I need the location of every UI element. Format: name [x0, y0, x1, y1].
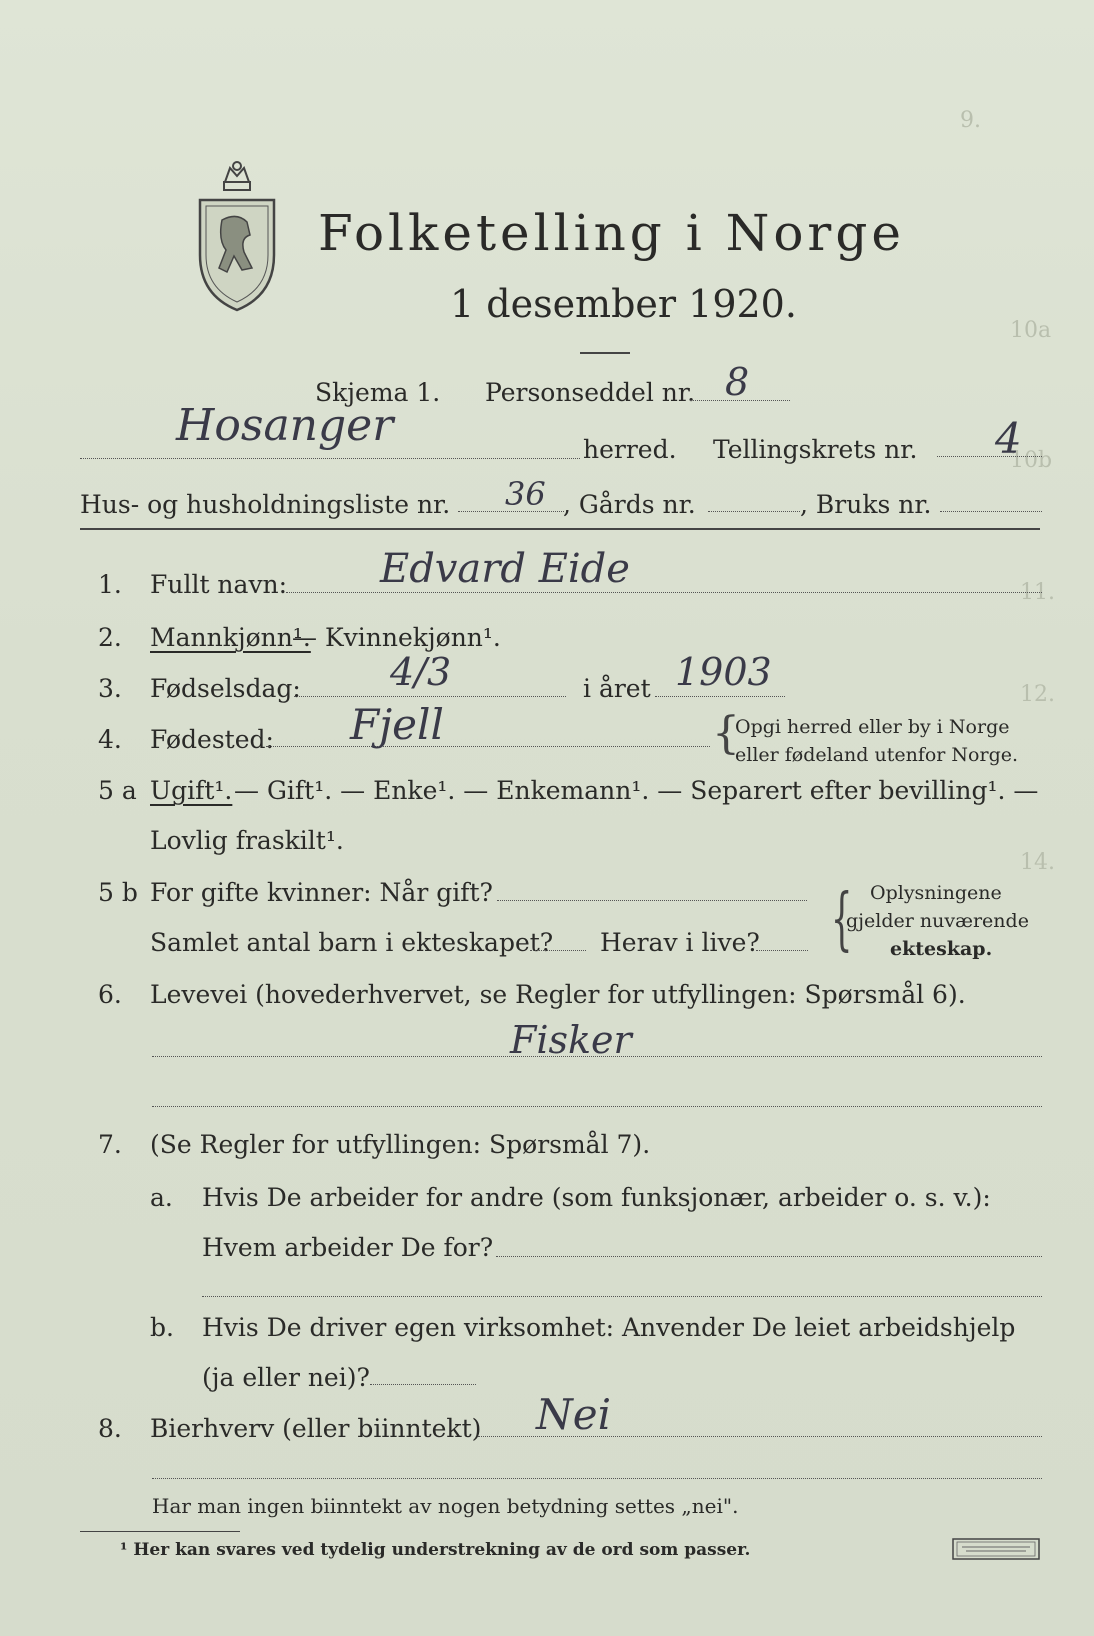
census-date: 1 desember 1920.: [450, 282, 797, 326]
q7-number: 7.: [98, 1130, 122, 1159]
q5b-label3: Herav i live?: [600, 928, 760, 957]
q5b-brace: {: [830, 880, 853, 959]
q3-value: 4/3: [390, 650, 452, 694]
q2-male-option: Mannkjønn¹.: [150, 623, 311, 652]
bruks-line: [940, 511, 1042, 512]
q6-value: Fisker: [510, 1018, 632, 1062]
q6-line1: [152, 1056, 1042, 1057]
q5a-ugift-option: Ugift¹.: [150, 776, 233, 805]
q1-value: Edvard Eide: [380, 546, 630, 592]
q6-number: 6.: [98, 980, 122, 1009]
q5b-label2: Samlet antal barn i ekteskapet?: [150, 928, 554, 957]
q4-number: 4.: [98, 725, 122, 754]
q7b-letter: b.: [150, 1313, 174, 1342]
gards-label: , Gårds nr.: [563, 490, 696, 519]
q3-label: Fødselsdag:: [150, 674, 301, 703]
q4-note-line1: Opgi herred eller by i Norge: [735, 716, 1010, 738]
q5b-note-line1: Oplysningene: [870, 882, 1002, 904]
q5b-children-line: [530, 950, 586, 951]
q7a-line2: [202, 1296, 1042, 1297]
q2-number: 2.: [98, 623, 122, 652]
herred-label: herred.: [583, 435, 677, 464]
q5b-when-line: [497, 900, 807, 901]
q5b-note-line3: ekteskap.: [890, 938, 993, 960]
q1-line: [286, 592, 1042, 593]
q5a-other-options: — Gift¹. — Enke¹. — Enkemann¹. — Separert efter bevilling¹. —: [234, 776, 1039, 805]
q3-year-label: i året: [583, 674, 651, 703]
herred-value: Hosanger: [176, 400, 394, 451]
printer-stamp-icon: [952, 1538, 1040, 1560]
herred-line: [80, 458, 580, 459]
q3-year-line: [655, 696, 785, 697]
q4-line: [266, 746, 710, 747]
husliste-value: 36: [505, 475, 546, 513]
q3-day-line: [294, 696, 566, 697]
q4-note-line2: eller fødeland utenfor Norge.: [735, 744, 1019, 766]
q3-year-value: 1903: [675, 650, 772, 694]
gards-line: [708, 511, 800, 512]
q8-note: Har man ingen biinntekt av nogen betydning settes „nei".: [152, 1494, 739, 1518]
husliste-label: Hus- og husholdningsliste nr.: [80, 490, 451, 519]
schema-label: Skjema 1.: [315, 378, 441, 407]
bleed-through-text: 10a: [1010, 318, 1052, 343]
q4-brace: {: [712, 708, 740, 759]
bruks-label: , Bruks nr.: [800, 490, 932, 519]
footnote-rule: [80, 1531, 240, 1532]
q8-label: Bierhverv (eller biinntekt): [150, 1414, 482, 1443]
q3-number: 3.: [98, 674, 122, 703]
q5a-number: 5 a: [98, 776, 137, 805]
norwegian-coat-of-arms-icon: [192, 160, 282, 320]
q7a-line1: [496, 1256, 1042, 1257]
q4-label: Fødested:: [150, 725, 274, 754]
q8-number: 8.: [98, 1414, 122, 1443]
q5a-line2: Lovlig fraskilt¹.: [150, 826, 344, 855]
q7a-letter: a.: [150, 1183, 173, 1212]
q5b-label: For gifte kvinner: Når gift?: [150, 878, 493, 907]
q6-label: Levevei (hovederhvervet, se Regler for utfyllingen: Spørsmål 6).: [150, 980, 966, 1009]
title-divider: [580, 352, 630, 354]
bleed-through-text: 9.: [960, 108, 981, 133]
personseddel-label: Personseddel nr.: [485, 378, 696, 407]
tellingskrets-value: 4: [995, 414, 1022, 463]
personseddel-value: 8: [725, 360, 750, 404]
q7b-line: [370, 1384, 476, 1385]
bleed-through-text: 11.: [1020, 580, 1055, 605]
bleed-through-text: 10b: [1010, 448, 1053, 473]
q1-number: 1.: [98, 570, 122, 599]
q5b-note-line2: gjelder nuværende: [846, 910, 1029, 932]
footnote: ¹ Her kan svares ved tydelig understrekning av de ord som passer.: [120, 1540, 751, 1560]
q6-line2: [152, 1106, 1042, 1107]
q7b-label2: (ja eller nei)?: [202, 1363, 370, 1392]
q5b-alive-line: [756, 950, 808, 951]
q7a-label2: Hvem arbeider De for?: [202, 1233, 494, 1262]
q8-value: Nei: [536, 1390, 612, 1439]
q8-line2: [152, 1478, 1042, 1479]
q2-female-option: — Kvinnekjønn¹.: [292, 623, 501, 652]
q7a-label: Hvis De arbeider for andre (som funksjonær, arbeider o. s. v.):: [202, 1183, 991, 1212]
q7b-label: Hvis De driver egen virksomhet: Anvender De leiet arbeidshjelp: [202, 1313, 1016, 1342]
bleed-through-text: 12.: [1020, 682, 1055, 707]
q5b-number: 5 b: [98, 878, 138, 907]
tellingskrets-line: [937, 456, 1042, 457]
header-separator: [80, 528, 1040, 530]
q7-label: (Se Regler for utfyllingen: Spørsmål 7).: [150, 1130, 651, 1159]
q1-label: Fullt navn:: [150, 570, 288, 599]
tellingskrets-label: Tellingskrets nr.: [713, 435, 918, 464]
bleed-through-text: 14.: [1020, 850, 1055, 875]
q4-value: Fjell: [350, 700, 444, 749]
form-title: Folketelling i Norge: [318, 204, 905, 262]
